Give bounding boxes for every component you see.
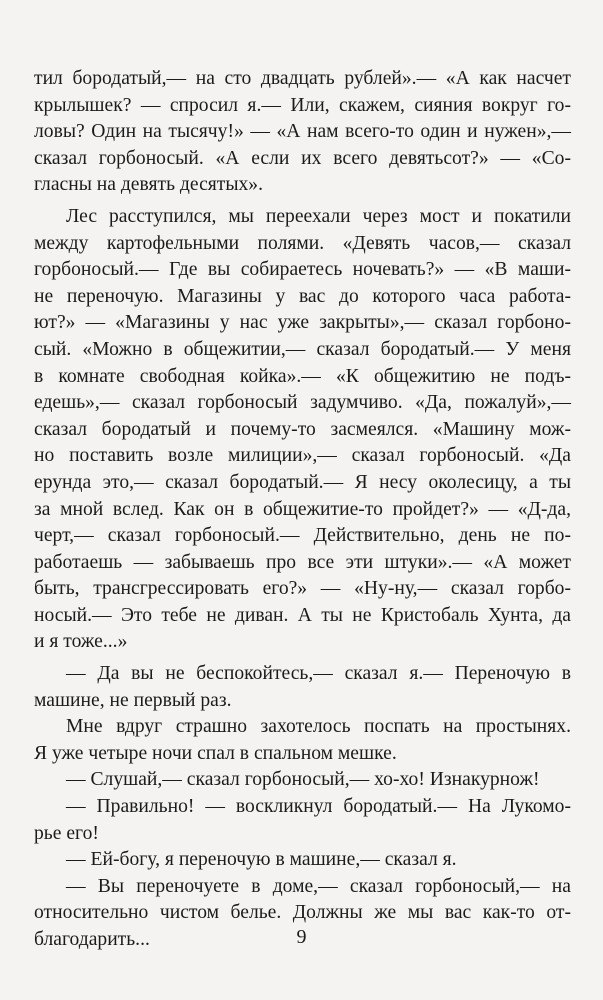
text-line: — Ей-богу, я переночую в машине,— сказал я. [66,849,457,871]
text-line: между картофельными полями. «Девять часов,— сказал [34,232,571,254]
text-line: — Правильно! — воскликнул бородатый.— На Лукомо- [66,796,571,818]
text-line: тил бородатый,— на сто двадцать рублей».— «А как насчет [34,68,571,89]
paragraph [34,847,571,874]
text-line: ловы? Один на тысячу!» — «А нам всего-то один и нужен»,— [34,121,571,143]
text-line: машине, не первый раз. [34,689,232,711]
paragraph [34,204,571,656]
text-line: Мне вдруг страшно захотелось поспать на простынях. [66,716,571,738]
text-line: и я тоже...» [34,631,128,653]
text-line: работаешь — забываешь про все эти штуки».— «А может [34,551,571,573]
text-line: едешь»,— сказал горбоносый задумчиво. «Да, пожалуй»,— [34,392,571,414]
text-line: ерунда это,— сказал бородатый.— Я несу околесицу, а ты [34,471,571,493]
text-line: в комнате свободная койка».— «К общежитию не подъ- [34,365,571,387]
text-line: Я уже четыре ночи спал в спальном мешке. [34,742,397,764]
paragraph [34,714,571,767]
text-line: носый.— Это тебе не диван. А ты не Кристобаль Хунта, да [34,604,571,626]
text-line: рье его! [34,822,99,844]
text-line: сый. «Можно в общежитии,— сказал бородатый.— У меня [34,338,571,360]
paragraph [34,66,571,199]
body-text [34,66,571,954]
text-line: сказал горбоносый. «А если их всего девятьсот?» — «Со- [34,147,571,169]
paragraph [34,794,571,847]
text-line: благодарить... [34,929,150,950]
text-line: не переночую. Магазины у вас до которого часа работа- [34,285,571,307]
text-line: гласны на девять десятых». [34,174,263,196]
paragraph [34,661,571,714]
text-line: черт,— сказал горбоносый.— Действительно, день не по- [34,525,571,547]
text-line: Лес расступился, мы переехали через мост и покатили [66,205,571,227]
text-line: — Слушай,— сказал горбоносый,— хо-хо! Изнакурнож! [66,769,540,791]
text-line: крылышек? — спросил я.— Или, скажем, сияния вокруг го- [34,94,571,116]
text-line: относительно чистом белье. Должны же мы вас как-то от- [34,902,571,924]
text-line: сказал бородатый и почему-то засмеялся. «Машину мож- [34,418,571,440]
text-line: но поставить возле милиции»,— сказал горбоносый. «Да [34,445,571,467]
text-line: — Вы переночуете в доме,— сказал горбоносый,— на [66,875,571,897]
paragraph [34,767,571,794]
text-line: ют?» — «Магазины у нас уже закрыты»,— сказал горбоно- [34,312,571,334]
text-line: — Да вы не беспокойтесь,— сказал я.— Переночую в [66,663,571,685]
text-line: за мной вслед. Как он в общежитие-то пройдет?» — «Д-да, [34,498,571,520]
text-line: быть, трансгрессировать его?» — «Ну-ну,— сказал горбо- [34,578,571,600]
page-number: 9 [296,926,307,948]
text-line: горбоносый.— Где вы собираетесь ночевать?» — «В маши- [34,259,571,281]
